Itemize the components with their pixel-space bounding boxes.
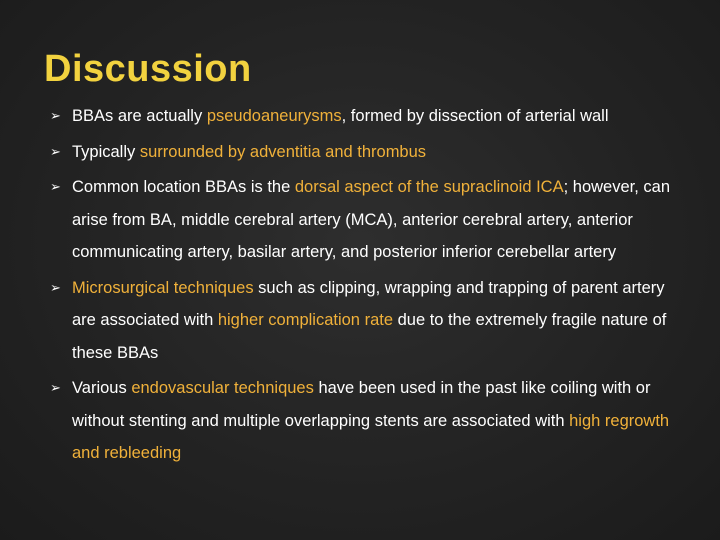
highlighted-text: surrounded by adventitia and thrombus — [139, 142, 427, 161]
arrow-bullet-icon: ➢ — [50, 380, 61, 395]
text-segment: Various — [72, 379, 132, 397]
bullet-item — [50, 100, 690, 133]
bullet-list — [50, 100, 690, 473]
highlighted-text: Microsurgical techniques — [72, 278, 254, 297]
bullet-text — [72, 143, 426, 161]
highlighted-text: dorsal aspect of the supraclinoid ICA — [294, 178, 564, 196]
text-segment: Common location BBAs is the — [72, 178, 295, 196]
bullet-text — [72, 178, 670, 261]
bullet-text — [72, 379, 669, 462]
text-segment: have been used in the past like coiling with or without stenting and multiple overlapping stents are associated with — [72, 379, 651, 430]
text-segment: Typically — [72, 142, 140, 161]
bullet-item — [50, 136, 690, 169]
arrow-bullet-icon: ➢ — [50, 108, 61, 123]
bullet-item — [50, 272, 690, 370]
arrow-bullet-icon: ➢ — [50, 143, 61, 159]
highlighted-text: endovascular techniques — [131, 379, 314, 397]
text-segment: ; however, can arise from BA, middle cerebral artery (MCA), anterior cerebral artery, anterior communicating artery, basilar artery, and posterior inferior cerebellar artery — [72, 178, 670, 261]
slide-title: Discussion — [44, 48, 252, 90]
bullet-text — [72, 107, 609, 125]
arrow-bullet-icon: ➢ — [50, 179, 61, 194]
text-segment: due to the extremely fragile nature of these BBAs — [72, 311, 667, 362]
text-segment: BBAs are actually — [72, 107, 207, 125]
highlighted-text: high regrowth and rebleeding — [72, 411, 670, 462]
text-segment: such as clipping, wrapping and trapping of parent artery are associated with — [72, 278, 665, 329]
text-segment: , formed by dissection of arterial wall — [341, 107, 609, 125]
bullet-text — [72, 279, 666, 362]
highlighted-text: pseudoaneurysms — [206, 107, 342, 125]
bullet-item — [50, 171, 690, 269]
bullet-item — [50, 372, 690, 470]
highlighted-text: higher complication rate — [217, 311, 394, 329]
arrow-bullet-icon: ➢ — [50, 279, 61, 295]
